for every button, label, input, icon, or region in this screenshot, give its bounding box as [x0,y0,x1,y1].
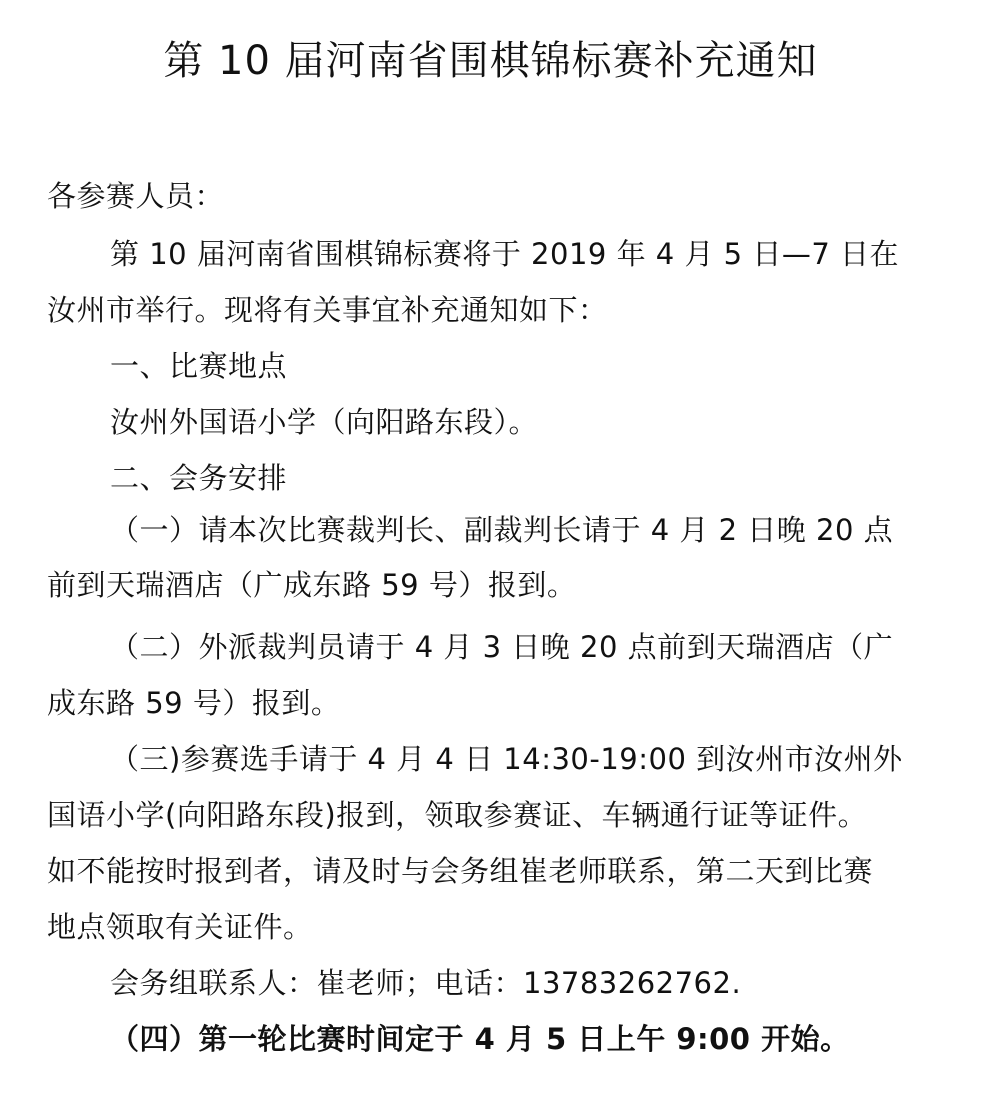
section-1-heading: 一、比赛地点 [110,349,288,383]
section-1-content: 汝州外国语小学（向阳路东段）。 [110,405,539,439]
item-4-line: （四）第一轮比赛时间定于 4 月 5 日上午 9:00 开始。 [110,1022,850,1056]
contact-line: 会务组联系人：崔老师；电话：13783262762. [110,966,742,1000]
item-1-line-2: 前到天瑞酒店（广成东路 59 号）报到。 [47,568,577,602]
intro-line-1: 第 10 届河南省围棋锦标赛将于 2019 年 4 月 5 日—7 日在 [110,237,900,271]
salutation: 各参赛人员： [47,179,225,213]
item-3-line-2: 国语小学(向阳路东段)报到，领取参赛证、车辆通行证等证件。 [47,798,868,832]
page-title: 第 10 届河南省围棋锦标赛补充通知 [163,38,818,84]
intro-line-2: 汝州市举行。现将有关事宜补充通知如下： [47,293,608,327]
item-3-line-3: 如不能按时报到者，请及时与会务组崔老师联系，第二天到比赛 [47,854,874,888]
item-1-line-1: （一）请本次比赛裁判长、副裁判长请于 4 月 2 日晚 20 点 [110,513,894,547]
item-3-line-1: （三)参赛选手请于 4 月 4 日 14:30-19:00 到汝州市汝州外 [110,742,903,776]
item-3-line-4: 地点领取有关证件。 [47,910,313,944]
item-2-line-1: （二）外派裁判员请于 4 月 3 日晚 20 点前到天瑞酒店（广 [110,630,894,664]
item-2-line-2: 成东路 59 号）报到。 [47,686,341,720]
section-2-heading: 二、会务安排 [110,461,288,495]
